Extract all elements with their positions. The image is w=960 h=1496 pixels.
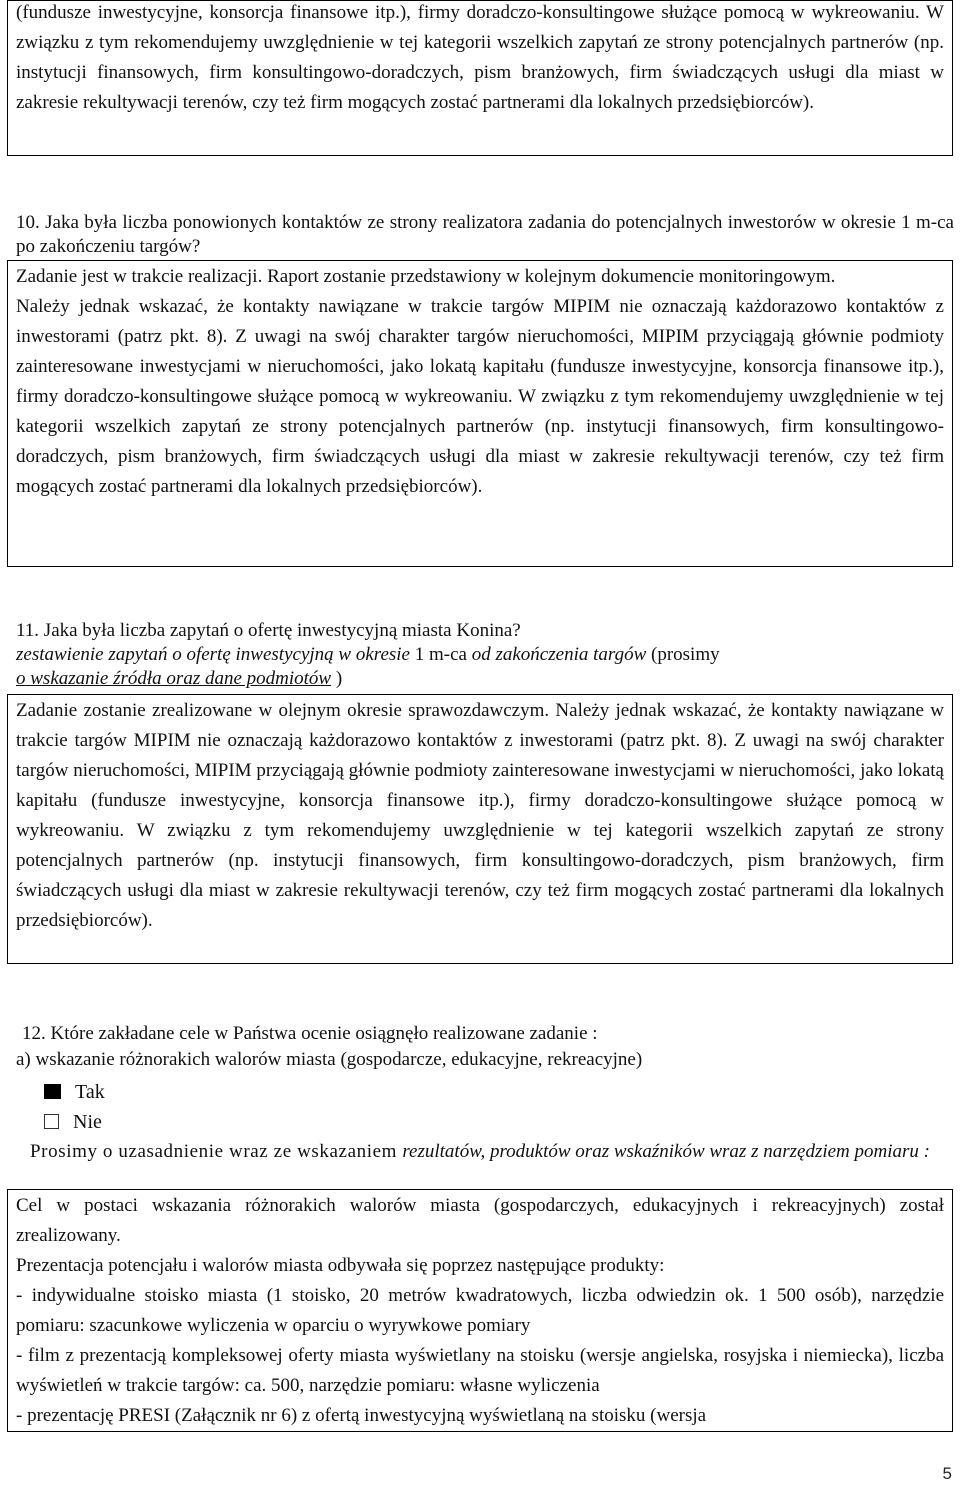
question-subtitle <box>16 643 954 667</box>
option-nie[interactable] <box>44 1111 102 1134</box>
option-tak[interactable] <box>44 1081 105 1104</box>
answer-text: (fundusze inwestycyjne, konsorcja finansowe itp.), firmy doradczo-konsultingowe służące pomocą w wykreowaniu. W związku z tym rekomendujemy uwzględnienie w tej kategorii wszelkich zapytań ze strony potencjalnych partnerów (np. instytucji finansowych, firm konsultingowo-doradczych, pism branżowych, firm świadczących usługi dla miast w zakresie rekultywacji terenów, czy też firm mogących zostać partnerami dla lokalnych przedsiębiorców). <box>16 2 944 113</box>
subtitle-underlined: o wskazanie źródła oraz dane podmiotów <box>16 668 332 689</box>
answer-box-12 <box>7 1189 953 1432</box>
answer-paragraph: - film z prezentacją kompleksowej oferty miasta wyświetlany na stoisku (wersje angielska, rosyjska i niemiecka), liczba wyświetleń w trakcie targów: ca. 500, narzędzie pomiaru: własne wyliczenia <box>16 1345 944 1396</box>
answer-paragraph: Prezentacja potencjału i walorów miasta odbywała się poprzez następujące produkty: <box>16 1255 665 1276</box>
question-subtitle-2 <box>16 667 954 691</box>
subtitle-text: (prosimy <box>646 644 720 665</box>
checkbox-empty-icon[interactable] <box>44 1114 59 1129</box>
checkbox-checked-icon[interactable] <box>44 1084 61 1099</box>
prompt-end: : <box>918 1141 930 1162</box>
answer-text: Zadanie zostanie zrealizowane w olejnym okresie sprawozdawczym. Należy jednak wskazać, że kontakty nawiązane w trakcie targów MIPIM nie oznaczają każdorazowo kontaktów z inwestorami (patrz pkt. 8). Z uwagi na swój charakter targów nieruchomości, MIPIM przyciągają głównie podmioty zainteresowane inwestycjami w nieruchomości, jako lokatą kapitału (fundusze inwestycyjne, konsorcja finansowe itp.), firmy doradczo-konsultingowe służące pomocą w wykreowaniu. W związku z tym rekomendujemy uwzględnienie w tej kategorii wszelkich zapytań ze strony potencjalnych partnerów (np. instytucji finansowych, firm konsultingowo-doradczych, pism branżowych, firm świadczących usługi dla miast w zakresie rekultywacji terenów, czy też firm mogących zostać partnerami dla lokalnych przedsiębiorców). <box>16 700 944 931</box>
answer-paragraph: Zadanie jest w trakcie realizacji. Raport zostanie przedstawiony w kolejnym dokumencie monitoringowym. <box>16 266 836 287</box>
option-label: Tak <box>75 1081 105 1103</box>
subtitle-text: 1 m-ca <box>410 644 472 665</box>
answer-paragraph: - indywidualne stoisko miasta (1 stoisko, 20 metrów kwadratowych, liczba odwiedzin ok. 1 500 osób), narzędzie pomiaru: szacunkowe wyliczenia w oparciu o wyrywkowe pomiary <box>16 1285 944 1336</box>
prompt-italic: rezultatów, produktów oraz wskaźników wraz z narzędziem pomiaru <box>402 1141 919 1162</box>
answer-paragraph: Należy jednak wskazać, że kontakty nawiązane w trakcie targów MIPIM nie oznaczają każdorazowo kontaktów z inwestorami (patrz pkt. 8). Z uwagi na swój charakter targów nieruchomości, MIPIM przyciągają głównie podmioty zainteresowane inwestycjami w nieruchomości, jako lokatą kapitału (fundusze inwestycyjne, konsorcja finansowe itp.), firmy doradczo-konsultingowe służące pomocą w wykreowaniu. W związku z tym rekomendujemy uwzględnienie w tej kategorii wszelkich zapytań ze strony potencjalnych partnerów (np. instytucji finansowych, firm konsultingowo-doradczych, pism branżowych, firm świadczących usługi dla miast w zakresie rekultywacji terenów, czy też firm mogących zostać partnerami dla lokalnych przedsiębiorców). <box>16 296 944 497</box>
question-12: 12. Które zakładane cele w Państwa ocenie osiągnęło realizowane zadanie : <box>22 1023 598 1044</box>
answer-paragraph: - prezentację PRESI (Załącznik nr 6) z ofertą inwestycyjną wyświetlaną na stoisku (wersja <box>16 1405 707 1426</box>
answer-box-11 <box>7 694 953 964</box>
subtitle-italic: zestawienie zapytań o ofertę inwestycyjną w okresie <box>16 644 410 665</box>
page-number: 5 <box>942 1464 952 1483</box>
prompt-text: Prosimy o uzasadnienie wraz ze wskazaniem <box>30 1141 403 1162</box>
question-10: 10. Jaka była liczba ponowionych kontaktów ze strony realizatora zadania do potencjalnych inwestorów w okresie 1 m-ca po zakończeniu targów? <box>16 212 954 257</box>
subtitle-italic: od zakończenia targów <box>471 644 647 665</box>
question-12-item-a: a) wskazanie różnorakich walorów miasta (gospodarcze, edukacyjne, rekreacyjne) <box>16 1049 643 1070</box>
subtitle-text: ) <box>331 668 343 689</box>
question-title: 11. Jaka była liczba zapytań o ofertę inwestycyjną miasta Konina? <box>16 620 521 641</box>
question-12-prompt <box>30 1140 954 1164</box>
option-label: Nie <box>73 1111 102 1133</box>
answer-box-continuation <box>7 0 953 156</box>
answer-paragraph: Cel w postaci wskazania różnorakich walorów miasta (gospodarczych, edukacyjnych i rekreacyjnych) został zrealizowany. <box>16 1195 944 1246</box>
answer-box-10 <box>7 260 953 567</box>
question-11 <box>16 619 954 691</box>
